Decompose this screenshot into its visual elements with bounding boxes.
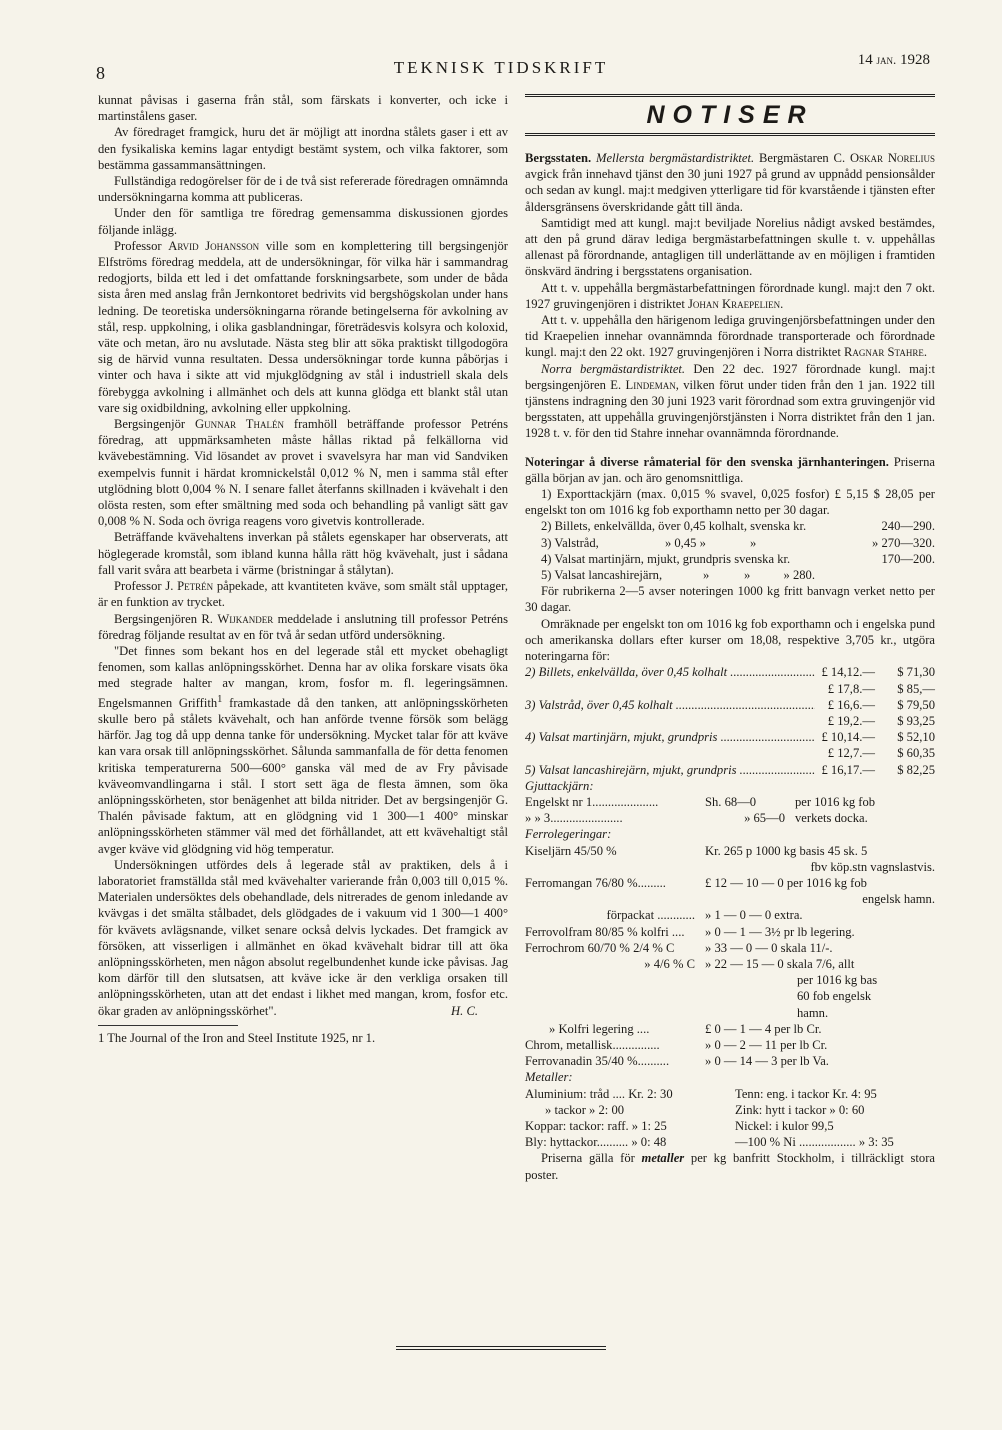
gbp-value: £ 12,7.—	[827, 746, 875, 761]
bottom-rule	[396, 1346, 606, 1350]
alloy-label	[525, 972, 705, 988]
paragraph	[525, 1150, 935, 1182]
alloy-row	[525, 988, 935, 1004]
paragraph: Under den för samtliga tre föredrag gemensamma diskussionen gjordes följande inlägg.	[98, 206, 508, 237]
alloy-price: » 22 — 15 — 0 skala 7/6, allt	[705, 956, 855, 971]
alloy-label: förpackat ............	[606, 908, 695, 923]
lead-heading: Bergsstaten.	[525, 151, 592, 165]
price-label: 2) Billets, enkelvällda, över 0,45 kolhalt, svenska kr.	[541, 519, 807, 534]
usd-value: $ 93,25	[897, 713, 935, 728]
paragraph: kunnat påvisas i gaserna från stål, som färskats i konverter, och icke i martinstålens gaser.	[98, 93, 508, 124]
category-heading: Gjuttackjärn:	[525, 778, 594, 793]
paragraph	[98, 857, 508, 1019]
alloy-price: » 33 — 0 — 0 skala 11/-.	[705, 940, 833, 955]
alloy-price: 60 fob engelsk	[797, 989, 872, 1004]
usd-value: $ 71,30	[897, 665, 935, 680]
item-note: verkets docka.	[795, 811, 868, 826]
text: Den 22 dec. 1927 förordnade kungl. maj:t bergsingenjören E.	[525, 361, 936, 392]
pig-iron-row	[525, 810, 935, 826]
text: Priserna gälla början av jan. och äro genomsnittliga.	[525, 454, 936, 485]
price-label: 4) Valsat martinjärn, mjukt, grundpris svenska kr.	[541, 551, 791, 566]
usd-value: $ 79,50	[897, 697, 935, 712]
metal-right: Tenn: eng. i tackor Kr. 4: 95	[735, 1086, 877, 1101]
alloy-price: £ 0 — 1 — 4 per lb Cr.	[705, 1021, 822, 1036]
alloy-price: » 0 — 1 — 3½ pr lb legering.	[705, 924, 855, 939]
converted-price-row	[525, 729, 935, 745]
price-label: 2) Billets, enkelvällda, över 0,45 kolhalt .....	[525, 664, 815, 680]
price-value: » 270—320.	[872, 535, 935, 550]
alloy-row	[525, 1037, 935, 1053]
text: ville som en komplettering till bergsingenjör Elfströms föredrag meddela, att de undersökningar, för vilka här i sammandrag redogjorts, bilda ett led i det omfattande forskningsarbete, som under de båda sista åren med anslag från Jernkontoret bedrivits vid bergshögskolan under hans ledning. De teoretiska undersökningarna rörande betingelserna för avkolning av stål, resp. uppkolning, i olika gasblandningar, företrädesvis kolsyra och koloxid, väte och metan, äro nu avslutade. Nästa steg blir att söka praktiskt tillgodogöra sig de härvid vunna resultaten. Dessa undersökningar torde kunna påbörjas i vinter och hava i sikte att vid mjukglödgning av stål i industriell skala dels förebygga avkolning i allmänhet och dels att kunna glödga ett blankt stål utan vare sig oxidbildning, avkolning eller uppkolning.	[98, 238, 508, 415]
alloy-row	[525, 843, 935, 859]
metal-row	[525, 1118, 935, 1134]
gbp-value: £ 16,17.—	[821, 762, 875, 777]
paragraph	[98, 416, 508, 529]
metal-left: Koppar: tackor: raff. » 1: 25	[525, 1118, 667, 1133]
person-name: Arvid Johansson	[168, 238, 260, 253]
signature: H. C.	[451, 1003, 478, 1018]
gbp-value: £ 16,6.—	[827, 697, 875, 712]
price-label: 4) Valsat martinjärn, mjukt, grundpris .....	[525, 729, 815, 745]
alloy-price: hamn.	[797, 1005, 829, 1020]
alloy-label: » Kolfri legering ....	[549, 1021, 650, 1036]
right-column	[525, 92, 935, 1183]
alloy-label: Ferrovolfram 80/85 % kolfri ....	[525, 924, 685, 939]
item-label: » » 3.......................	[525, 811, 623, 826]
pig-iron-row	[525, 794, 935, 810]
alloy-row	[525, 859, 935, 875]
date-month: jan.	[876, 52, 897, 67]
paragraph	[525, 280, 935, 312]
issue-date	[858, 52, 930, 69]
text: .	[923, 345, 927, 360]
price-row	[525, 551, 935, 567]
price-row	[525, 535, 935, 551]
price-label: 5) Valsat lancashirejärn, mjukt, grundpris .....	[525, 762, 815, 778]
text: , vilken förut under tiden från den 1 jan. 1922 till tjänstens indragning den 30 juni 1923 varit förordnad som extra gruvingenjör vid bergsstaten, att uppehålla gruvingenjörstjänsten i Norra distriktet från den 1 jan. 1928 t. v. för den tid Stahre innehar ovannämnda förordnande.	[525, 377, 935, 441]
paragraph	[525, 361, 935, 442]
item-note: per 1016 kg fob	[795, 794, 876, 809]
paragraph: För rubrikerna 2—5 avser noteringen 1000 kg fritt banvagn verket netto per 30 dagar.	[525, 584, 935, 615]
category-heading: Ferrolegeringar:	[525, 827, 612, 842]
converted-price-row	[525, 713, 935, 729]
text: Bergsingenjör	[114, 417, 196, 432]
price-value: 240—290.	[881, 519, 935, 534]
price-label: 3) Valstråd, över 0,45 kolhalt .....	[525, 697, 815, 713]
item-price: Sh. 68—0	[705, 794, 757, 809]
text: Att t. v. uppehålla bergmästarbefattningen förordnade kungl. maj:t den 7 okt. 1927 gruvingenjören i distriktet	[525, 280, 935, 311]
left-column	[98, 92, 508, 1046]
converted-price-row	[525, 745, 935, 761]
paragraph: Av föredraget framgick, huru det är möjligt att inordna stålets gaser i ett av den fysikaliska kemins lagar entydigt bestämt system, och vilka faktorer, som bestämma gassammansättningen.	[98, 125, 508, 172]
text: framhöll beträffande professor Petréns föredrag, att uppmärksamheten måste hållas riktad på felkällorna vid kvävebestämning. Vid lösandet av provet i svavelsyra har man vid Sandviken exempelvis funnit i härdat kromnickelstål 0,012 % N, men i samma stål efter utglödning blott 0,004 % N. I senare fallet återfanns skillnaden i kvävehalt i den olösta resten, som efter smältning med soda och behandling på vanligt sätt gav 0,008 % N. Soda och övriga reagens voro givetvis kontrollerade.	[98, 417, 509, 529]
usd-value: $ 85,—	[897, 681, 935, 696]
paragraph: Beträffande kvävehaltens inverkan på stålets egenskaper har observerats, att höglegerade kromstål, som ibland kunna hålla rätt hög kvävehalt, just i sådana fall varit svåra att bearbeta i värme (bristningar å stålytan).	[98, 530, 508, 577]
subheading: Mellersta bergmästardistriktet.	[595, 151, 755, 165]
gbp-value: £ 19,2.—	[827, 713, 875, 728]
category-heading: Metaller:	[525, 1070, 573, 1085]
alloy-price: » 1 — 0 — 0 extra.	[705, 908, 803, 923]
paragraph: Samtidigt med att kungl. maj:t beviljade Norelius nådigt avsked bestämdes, att den på grund därav lediga bergmästarbefattningen skulle t. v. uppehållas allenast på förordnande, antagligen till underlättande av en möjligen i framtiden önskvärd ändring i bergsstatens organisation.	[525, 215, 935, 279]
converted-price-row	[525, 762, 935, 778]
alloy-label: » 4/6 % C	[644, 956, 695, 971]
converted-price-row	[525, 697, 935, 713]
footnote-ref: 1	[217, 693, 223, 705]
price-value: » 280.	[783, 568, 815, 583]
metal-right: Zink: hytt i tackor » 0: 60	[735, 1102, 865, 1117]
text: Undersökningen utfördes dels å legerade stål av praktiken, dels å i laboratoriet framställda stål med kvävehalter varierande från 0,003 till 0,015 %. Materialen undersöktes dels obehandlade, dels nitrerades de genom inledande av kvävgas i det smälta stålbadet, dels glödgades de i vakuum vid 1 300—1 400° för kvävets avlägsnande, vilket senare också delvis lyckades. Det framgick av försöken, att visserligen i allmänhet en ökad kvävehalt bidrar till att öka anlöpningsskörheten, men någon absolut regelbundenhet kunde icke påvisas. Jag kom därför till den slutsatsen, att kväve icke är den verkliga orsaken till anlöpningsskörheten, utan att det endast i likhet med mangan, krom, fosfor etc. ökar graden av anlöpningsskörhet".	[98, 857, 508, 1018]
footnote-rule	[98, 1025, 238, 1026]
text: meddelade i anslutning till professor Petréns föredrag följande resultat av en för två år sedan utförd undersökning.	[98, 611, 509, 642]
alloy-row	[525, 1005, 935, 1021]
alloy-row	[525, 956, 935, 972]
price-label: 5) Valsat lancashirejärn, » »	[541, 568, 751, 583]
paragraph: Omräknade per engelskt ton om 1016 kg fob exporthamn och i engelska pund och amerikanska dollars efter kurser om 18,08, respektive 3,705 kr., utgöra noteringarna för:	[525, 616, 935, 664]
alloy-price: per 1016 kg bas	[797, 973, 878, 988]
metal-row	[525, 1134, 935, 1150]
text: Professor	[114, 238, 169, 253]
ferroalloy-table	[525, 843, 935, 1070]
text: .	[780, 296, 784, 311]
paragraph	[525, 312, 935, 361]
date-day: 14	[857, 52, 873, 68]
section-heading-box	[525, 94, 935, 136]
metals-table	[525, 1086, 935, 1151]
alloy-price: » 0 — 2 — 11 per lb Cr.	[705, 1037, 828, 1052]
text: Att t. v. uppehålla den härigenom lediga gruvingenjörsbefattningen under den tid Kraepelien innehar ovannämnda förordnade transporterade och förordnade kungl. maj:t den 22 okt. 1927 gruvingenjören i Norra distriktet	[525, 313, 935, 360]
converted-price-row	[525, 664, 935, 680]
person-name: Johan Kraepelien	[688, 296, 781, 311]
subheading: Norra bergmästardistriktet.	[541, 361, 686, 376]
footnote: 1 The Journal of the Iron and Steel Institute 1925, nr 1.	[98, 1030, 376, 1045]
item-label: Engelskt nr 1.....................	[525, 794, 659, 809]
usd-value: $ 82,25	[897, 762, 935, 777]
price-value: 170—200.	[881, 551, 935, 566]
text: framkastade då den tanken, att anlöpningsskörheten skulle bero på stålets kvävehalt, och han anförde tvenne försök som belägg härför. Jag tog då upp denna tanke för undersökning. Mycket talar för att kväve kan vara orsak till anlöpningsskörhet. Sålunda sammanfalla de för detta fenomen kritiska temperaturerna 500—600° ganska väl med de av Fry påvisade kväveomvandlingarna i stål. I stort sett äga de flesta ämnen, som öka anlöpningsskörheten, stor benägenhet att bilda nitrider. Det av bergsingenjör G. Thalén påvisade faktum, att en glödgning vid 1 300—1 400° minskar anlöpningsskörheten stämmer väl med det förhållandet, att ett kvävehaltigt stål avger kväve vid glödgning vid hög temperatur.	[98, 695, 508, 856]
metal-right: Nickel: i kulor 99,5	[735, 1118, 834, 1133]
alloy-row	[525, 1053, 935, 1069]
item-price: » 65—0	[744, 811, 785, 826]
paragraph	[525, 454, 935, 486]
price-row	[525, 518, 935, 534]
paragraph	[98, 238, 508, 416]
text: avgick från innehavd tjänst den 30 juni 1927 på grund av uppnådd pensionsålder och sedan av kungl. maj:t medgiven ytterligare tid för kvarstående i tjänsten efter åldersgränsens överskridande gått till ända.	[525, 167, 935, 214]
metal-row	[525, 1102, 935, 1118]
gbp-value: £ 17,8.—	[827, 681, 875, 696]
paragraph	[98, 611, 508, 643]
text: Bergmästaren C.	[754, 151, 850, 165]
person-name: Oskar Norelius	[849, 151, 935, 165]
journal-title: TEKNISK TIDSKRIFT	[393, 58, 609, 77]
paragraph: Fullständiga redogörelser för de i de två sist refererade föredragen omnämnda undersökningarna komma att publiceras.	[98, 174, 508, 205]
text: per kg banfritt Stockholm, i tillräckligt stora poster.	[525, 1151, 935, 1182]
alloy-price: engelsk hamn.	[862, 892, 935, 907]
alloy-price: £ 12 — 10 — 0 per 1016 kg fob	[705, 875, 867, 890]
alloy-row	[525, 924, 935, 940]
alloy-label: Ferrochrom 60/70 % 2/4 % C	[525, 940, 675, 955]
converted-price-table	[525, 664, 935, 777]
alloy-label	[525, 859, 705, 875]
lead-heading: Noteringar å diverse råmaterial för den svenska järnhanteringen.	[525, 454, 889, 469]
person-name: Gunnar Thalén	[195, 417, 284, 432]
alloy-row	[525, 891, 935, 907]
converted-price-row	[525, 681, 935, 697]
alloy-row	[525, 907, 935, 923]
paragraph	[525, 150, 935, 215]
alloy-label	[525, 1005, 705, 1021]
metal-row	[525, 1086, 935, 1102]
person-name: Lindeman	[625, 377, 676, 392]
alloy-price: fbv köp.stn vagnslastvis.	[810, 859, 935, 874]
paragraph	[98, 643, 508, 857]
metal-left: Aluminium: tråd .... Kr. 2: 30	[525, 1086, 673, 1101]
alloy-row	[525, 1021, 935, 1037]
text: Priserna gälla för	[541, 1151, 642, 1166]
alloy-label	[525, 891, 705, 907]
alloy-label: Kiseljärn 45/50 %	[525, 843, 617, 858]
usd-value: $ 60,35	[897, 746, 935, 761]
paragraph: 1) Exporttackjärn (max. 0,015 % svavel, 0,025 fosfor) £ 5,15 $ 28,05 per engelskt ton om 1016 kg fob exporthamn netto per 30 dagar.	[525, 487, 935, 518]
text: påpekade, att kvantiteten kväve, som smält stål upptager, är en funktion av trycket.	[98, 579, 508, 610]
metal-left: » tackor » 2: 00	[545, 1102, 625, 1117]
section-heading: NOTISER	[646, 101, 814, 129]
date-year: 1928	[900, 52, 930, 68]
usd-value: $ 52,10	[897, 730, 935, 745]
alloy-row	[525, 972, 935, 988]
emphasis: metaller	[641, 1151, 685, 1166]
alloy-label	[525, 988, 705, 1004]
alloy-label: Chrom, metallisk...............	[525, 1037, 660, 1052]
metal-left: Bly: hyttackor.......... » 0: 48	[525, 1135, 667, 1150]
text: Professor J.	[114, 579, 178, 594]
alloy-label: Ferrovanadin 35/40 %..........	[525, 1054, 670, 1069]
alloy-price: » 0 — 14 — 3 per lb Va.	[705, 1054, 829, 1069]
alloy-row	[525, 940, 935, 956]
person-name: Wijkander	[217, 611, 274, 626]
price-label: 3) Valstråd, » 0,45 » »	[541, 535, 757, 550]
price-row	[525, 567, 935, 583]
spacer	[525, 442, 935, 454]
person-name: Petrén	[177, 579, 214, 594]
text: Bergsingenjören R.	[114, 611, 218, 626]
alloy-row	[525, 875, 935, 891]
text: "Det finnes som bekant hos en del legerade stål ett mycket obehagligt fenomen, som kallas anlöpningsskörhet. Denna har av olika forskare visats öka med stegrade halter av mangan, krom, fosfor m. fl. legeringsämnen. Engelsmannen Griffith	[98, 643, 508, 710]
gbp-value: £ 10,14.—	[821, 730, 875, 745]
paragraph	[98, 578, 508, 610]
alloy-label: Ferromangan 76/80 %.........	[525, 875, 666, 890]
person-name: Ragnar Stahre	[844, 345, 924, 360]
metal-right: —100 % Ni .................. » 3: 35	[735, 1135, 894, 1150]
gbp-value: £ 14,12.—	[821, 665, 875, 680]
page-number: 8	[96, 63, 105, 83]
alloy-price: Kr. 265 p 1000 kg basis 45 sk. 5	[705, 843, 868, 858]
